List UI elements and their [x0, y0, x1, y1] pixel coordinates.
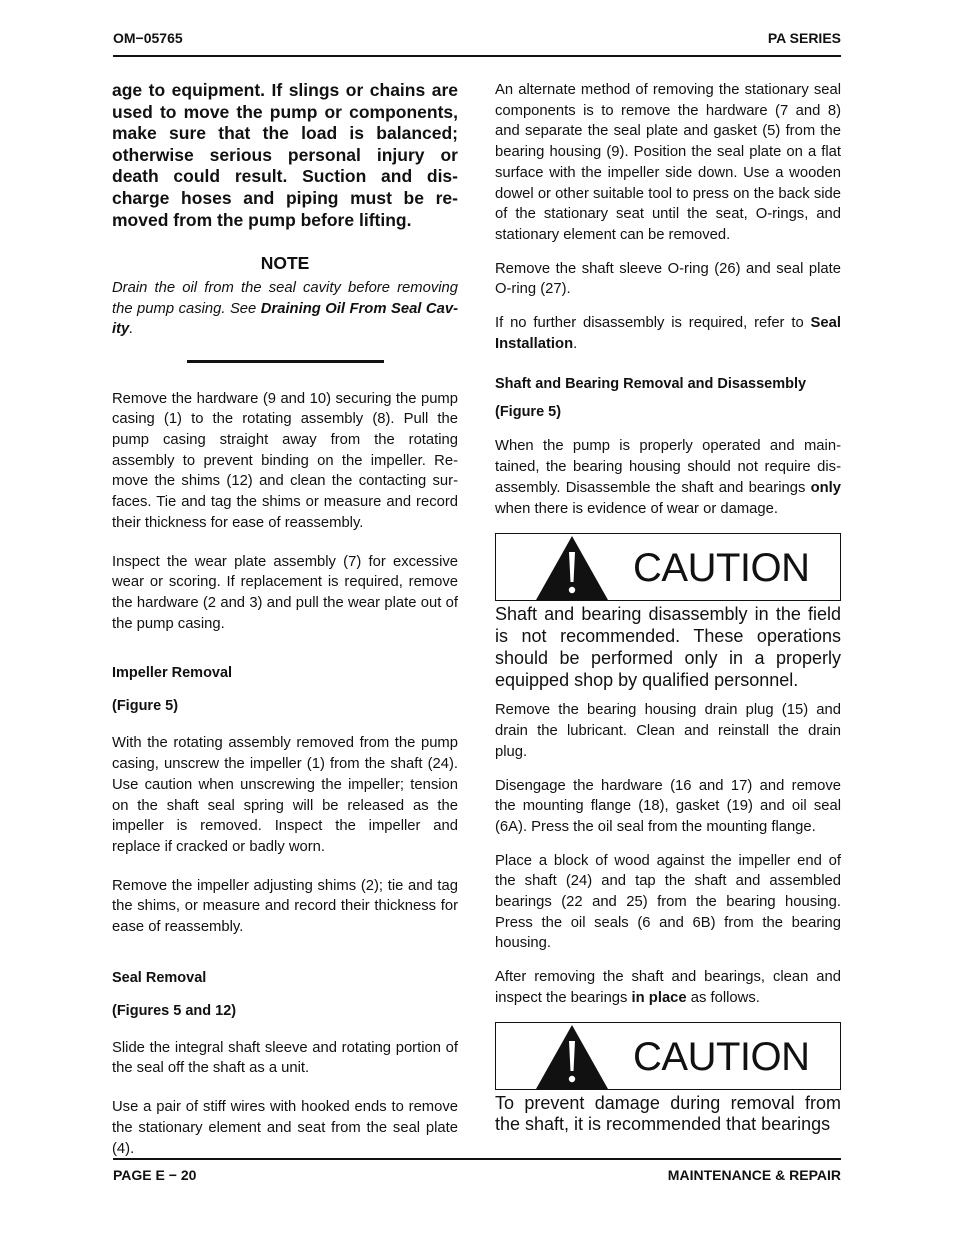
heading-shaft-figure: (Figure 5) — [495, 404, 562, 421]
paragraph-drain-plug: Remove the bearing housing drain plug (15) and drain the lubricant. Clean and reinstall the drain plug. — [495, 702, 841, 760]
warning-continued: age to equipment. If slings or chains are used to move the pump or components, make sure that the load is balanced; otherwise serious personal injury or death could result. Suction and discharge hoses and piping must be removed from the pump before lifting. — [112, 80, 458, 230]
warning-triangle-icon — [536, 1025, 608, 1089]
paragraph-disengage-hardware: Disengage the hardware (16 and 17) and remove the mounting flange (18), gasket (19) and oil seal (6A). Press the oil seal from the mounting flange. — [495, 777, 841, 835]
paragraph-after-removing — [495, 967, 841, 1008]
paragraph-block-of-wood: Place a block of wood against the impeller end of the shaft (24) and tap the shaft and assembled bearings (22 and 25) from the bearing housing. Press the oil seals (6 and 6B) from the bearing housing. — [495, 852, 841, 952]
warning-triangle-icon — [536, 536, 608, 600]
refer-text: If no further disassembly is required, refer to — [495, 315, 811, 332]
heading-seal-figures: (Figures 5 and 12) — [112, 1002, 237, 1019]
paragraph-slide-sleeve: Slide the integral shaft sleeve and rotating portion of the seal off the shaft as a unit. — [112, 1039, 458, 1077]
after-text: After removing the shaft and bearings, clean and inspect the bearings — [495, 969, 841, 1006]
paragraph-remove-orings: Remove the shaft sleeve O-ring (26) and seal plate O-ring (27). — [495, 260, 841, 298]
header-rule — [113, 55, 841, 57]
paragraph-impeller-shims: Remove the impeller adjusting shims (2); tie and tag the shims, or measure and record their thickness for ease of reassembly. — [112, 877, 458, 936]
note-text — [112, 278, 458, 340]
paragraph-remove-hardware: Remove the hardware (9 and 10) securing the pump casing (1) to the rotating assembly (8). Pull the pump casing straight away from the rotating assembly to prevent binding on the impeller. Remove the shims (12) and clean the contacting surfaces. Tie and tag the shims or measure and record their thickness for ease of reassembly. — [112, 390, 458, 531]
caution-label: CAUTION — [633, 546, 810, 591]
after-end: as follows. — [686, 989, 760, 1006]
when-only: only — [810, 479, 841, 496]
paragraph-when-properly-operated — [495, 436, 841, 519]
note-reference: Draining Oil From Seal Cavity — [112, 300, 458, 338]
right-column — [495, 80, 841, 1136]
paragraph-stiff-wires: Use a pair of stiff wires with hooked ends to remove the stationary element and seat from the seal plate (4). — [112, 1099, 458, 1157]
heading-shaft-bearing-removal: Shaft and Bearing Removal and Disassembly — [495, 376, 807, 393]
caution-text-2: To prevent damage during removal from the shaft, it is recommended that bearings — [495, 1092, 841, 1135]
when-end: when there is evidence of wear or damage. — [495, 500, 778, 517]
paragraph-inspect-wear-plate: Inspect the wear plate assembly (7) for excessive wear or scoring. If replacement is required, remove the hardware (2 and 3) and pull the wear plate out of the pump casing. — [112, 553, 458, 632]
heading-impeller-removal: Impeller Removal — [112, 665, 233, 682]
caution-box-1 — [495, 533, 841, 601]
note-text-end: . — [129, 321, 134, 338]
heading-impeller-figure: (Figure 5) — [112, 698, 179, 715]
caution-text-1: Shaft and bearing disassembly in the field is not recommended. These operations should be performed only in a properly equipped shop by qualified personnel. — [495, 604, 841, 690]
refer-end: . — [573, 335, 578, 352]
note-text-body: Drain the oil from the seal cavity before removing the pump casing. See — [112, 280, 458, 317]
note-divider — [187, 360, 384, 363]
caution-box-2 — [495, 1022, 841, 1090]
series-name: PA SERIES — [767, 30, 841, 46]
after-in-place: in place — [631, 989, 687, 1006]
note-title: NOTE — [260, 253, 310, 274]
heading-seal-removal: Seal Removal — [112, 969, 207, 986]
document-number: OM−05765 — [113, 30, 183, 46]
caution-label: CAUTION — [633, 1034, 810, 1079]
section-title: MAINTENANCE & REPAIR — [667, 1167, 841, 1183]
paragraph-alternate-method: An alternate method of removing the stationary seal components is to remove the hardware (7 and 8) and separate the seal plate and gasket (5) from the bearing housing (9). Position the seal plate on a flat surface with the impeller side down. Use a wooden dowel or other suitable tool to press on the back side of the stationary seat until the seat, O-rings, and stationary element can be removed. — [495, 82, 841, 243]
left-column — [112, 80, 458, 1159]
when-text: When the pump is properly operated and maintained, the bearing housing should not require disassembly. Disassemble the shaft and bearings — [495, 438, 841, 496]
footer-rule — [113, 1158, 841, 1160]
refer-seal-installation: Seal Installation — [495, 315, 841, 352]
paragraph-refer-seal-installation — [495, 313, 841, 354]
page-number: PAGE E − 20 — [113, 1167, 197, 1183]
paragraph-impeller-removal: With the rotating assembly removed from the pump casing, unscrew the impeller (1) from the shaft (24). Use caution when unscrewing the impeller; tension on the shaft seal spring will be released as the impeller is removed. Inspect the impeller and replace if cracked or badly worn. — [112, 735, 458, 855]
